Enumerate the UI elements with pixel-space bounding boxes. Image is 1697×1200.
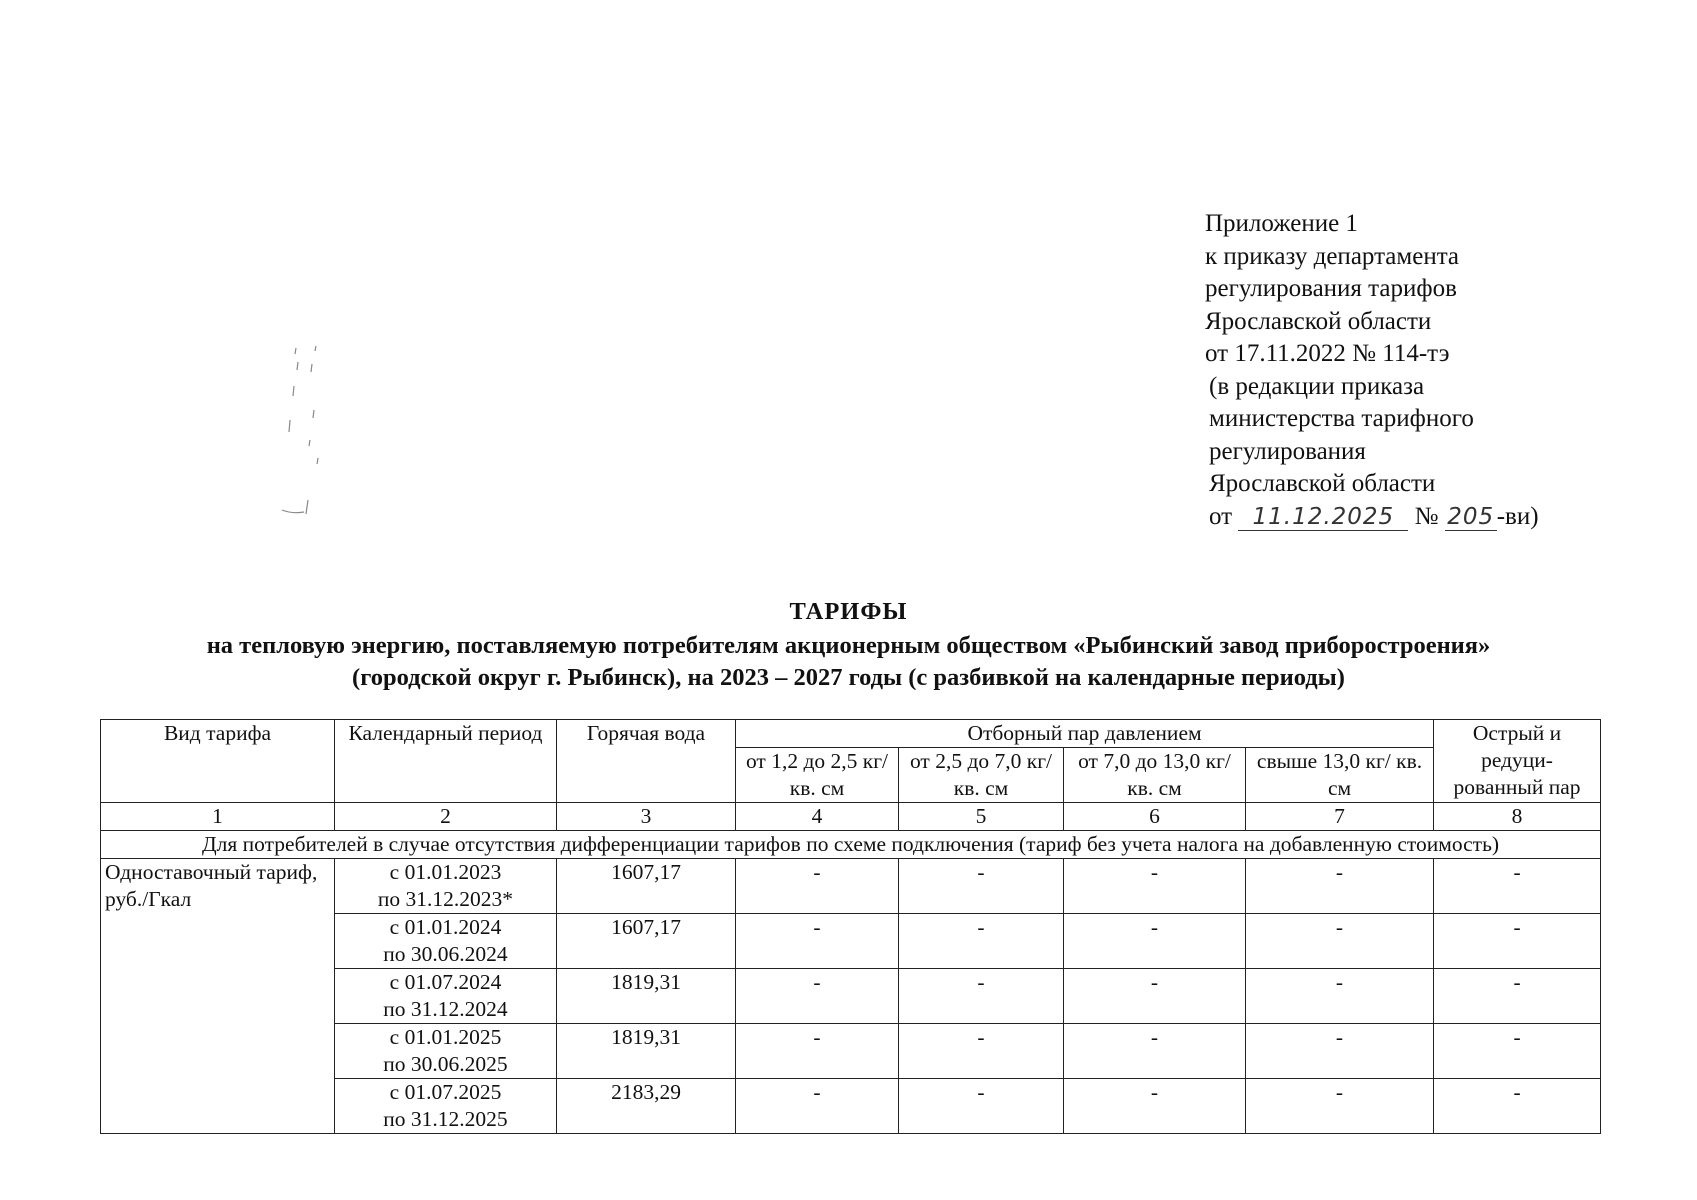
steam-3-cell: -	[1064, 1079, 1246, 1134]
appendix-line: Приложение 1	[1205, 210, 1358, 237]
hot-water-cell: 1607,17	[557, 914, 736, 969]
period-cell	[335, 914, 557, 969]
appendix-line: к приказу департамента	[1205, 242, 1460, 270]
tariff-name-cell: Одноставочный тариф, руб./Гкал	[101, 859, 335, 1134]
header-steam-group: Отборный пар давлением	[736, 720, 1434, 748]
steam-2-cell: -	[899, 969, 1064, 1024]
document-subtitle: на тепловую энергию, поставляемую потребителям акционерным обществом «Рыбинский завод приборостроения»	[206, 632, 1491, 659]
period-from: с 01.01.2023	[389, 860, 502, 884]
period-cell	[335, 859, 557, 914]
sharp-steam-cell: -	[1434, 914, 1601, 969]
steam-3-cell: -	[1064, 969, 1246, 1024]
header-steam-1: от 1,2 до 2,5 кг/ кв. см	[736, 748, 899, 803]
steam-1-cell: -	[736, 1024, 899, 1079]
appendix-last-line	[1205, 501, 1539, 534]
period-from: с 01.01.2024	[389, 915, 502, 939]
appendix-line: (в редакции приказа	[1209, 372, 1425, 400]
scan-marks	[278, 340, 358, 540]
appendix-line: регулирования тарифов	[1205, 275, 1457, 302]
table-row	[101, 859, 1601, 914]
handwritten-date: 11.12.2025	[1238, 504, 1408, 531]
appendix-line: министерства тарифного	[1209, 405, 1474, 432]
appendix-line: от 17.11.2022 № 114-тэ	[1205, 340, 1450, 367]
steam-4-cell: -	[1246, 914, 1434, 969]
document-title: ТАРИФЫ	[789, 598, 908, 625]
header-sharp-steam: Острый и редуци-рованный пар	[1434, 720, 1601, 803]
steam-4-cell: -	[1246, 859, 1434, 914]
steam-4-cell: -	[1246, 969, 1434, 1024]
steam-2-cell: -	[899, 1024, 1064, 1079]
column-number: 1	[101, 803, 335, 831]
steam-1-cell: -	[736, 859, 899, 914]
hot-water-cell: 1607,17	[557, 859, 736, 914]
steam-2-cell: -	[899, 914, 1064, 969]
steam-1-cell: -	[736, 1079, 899, 1134]
column-number-row	[101, 803, 1601, 831]
steam-4-cell: -	[1246, 1079, 1434, 1134]
period-from: с 01.01.2025	[389, 1025, 502, 1049]
hot-water-cell: 2183,29	[557, 1079, 736, 1134]
section-row	[101, 831, 1601, 859]
handwritten-number: 205	[1445, 504, 1497, 531]
number-sign: №	[1414, 502, 1439, 530]
period-cell	[335, 969, 557, 1024]
period-to: по 31.12.2024	[383, 997, 508, 1021]
hot-water-cell: 1819,31	[557, 969, 736, 1024]
header-steam-3: от 7,0 до 13,0 кг/ кв. см	[1064, 748, 1246, 803]
column-number: 5	[899, 803, 1064, 831]
hot-water-cell: 1819,31	[557, 1024, 736, 1079]
appendix-block	[1205, 208, 1539, 533]
steam-1-cell: -	[736, 969, 899, 1024]
tariff-table	[100, 719, 1601, 1134]
period-to: по 31.12.2023*	[377, 887, 514, 911]
period-from: с 01.07.2025	[389, 1080, 502, 1104]
steam-3-cell: -	[1064, 914, 1246, 969]
sharp-steam-cell: -	[1434, 859, 1601, 914]
steam-3-cell: -	[1064, 859, 1246, 914]
header-row	[101, 720, 1601, 748]
steam-2-cell: -	[899, 1079, 1064, 1134]
column-number: 8	[1434, 803, 1601, 831]
column-number: 6	[1064, 803, 1246, 831]
sharp-steam-cell: -	[1434, 969, 1601, 1024]
period-to: по 31.12.2025	[383, 1107, 508, 1131]
period-to: по 30.06.2024	[383, 942, 508, 966]
appendix-suffix: -ви)	[1496, 502, 1539, 530]
period-cell	[335, 1079, 557, 1134]
column-number: 2	[335, 803, 557, 831]
header-tariff-type: Вид тарифа	[101, 720, 335, 803]
column-number: 7	[1246, 803, 1434, 831]
steam-3-cell: -	[1064, 1024, 1246, 1079]
appendix-line: регулирования	[1209, 437, 1366, 465]
appendix-line: Ярославской области	[1205, 307, 1432, 335]
sharp-steam-cell: -	[1434, 1079, 1601, 1134]
period-from: с 01.07.2024	[389, 970, 502, 994]
period-cell	[335, 1024, 557, 1079]
header-period: Календарный период	[335, 720, 557, 803]
header-steam-4: свыше 13,0 кг/ кв. см	[1246, 748, 1434, 803]
header-steam-2: от 2,5 до 7,0 кг/ кв. см	[899, 748, 1064, 803]
column-number: 3	[557, 803, 736, 831]
steam-1-cell: -	[736, 914, 899, 969]
steam-2-cell: -	[899, 859, 1064, 914]
period-to: по 30.06.2025	[383, 1052, 508, 1076]
column-number: 4	[736, 803, 899, 831]
document-subtitle-2: (городской округ г. Рыбинск), на 2023 – 2027 годы (с разбивкой на календарные периоды)	[352, 664, 1345, 691]
appendix-line: Ярославской области	[1209, 470, 1436, 497]
steam-4-cell: -	[1246, 1024, 1434, 1079]
section-label: Для потребителей в случае отсутствия дифференциации тарифов по схеме подключения (тариф без учета налога на добавленную стоимость)	[101, 831, 1601, 859]
appendix-from-prefix: от	[1209, 502, 1233, 530]
header-hot-water: Горячая вода	[557, 720, 736, 803]
sharp-steam-cell: -	[1434, 1024, 1601, 1079]
